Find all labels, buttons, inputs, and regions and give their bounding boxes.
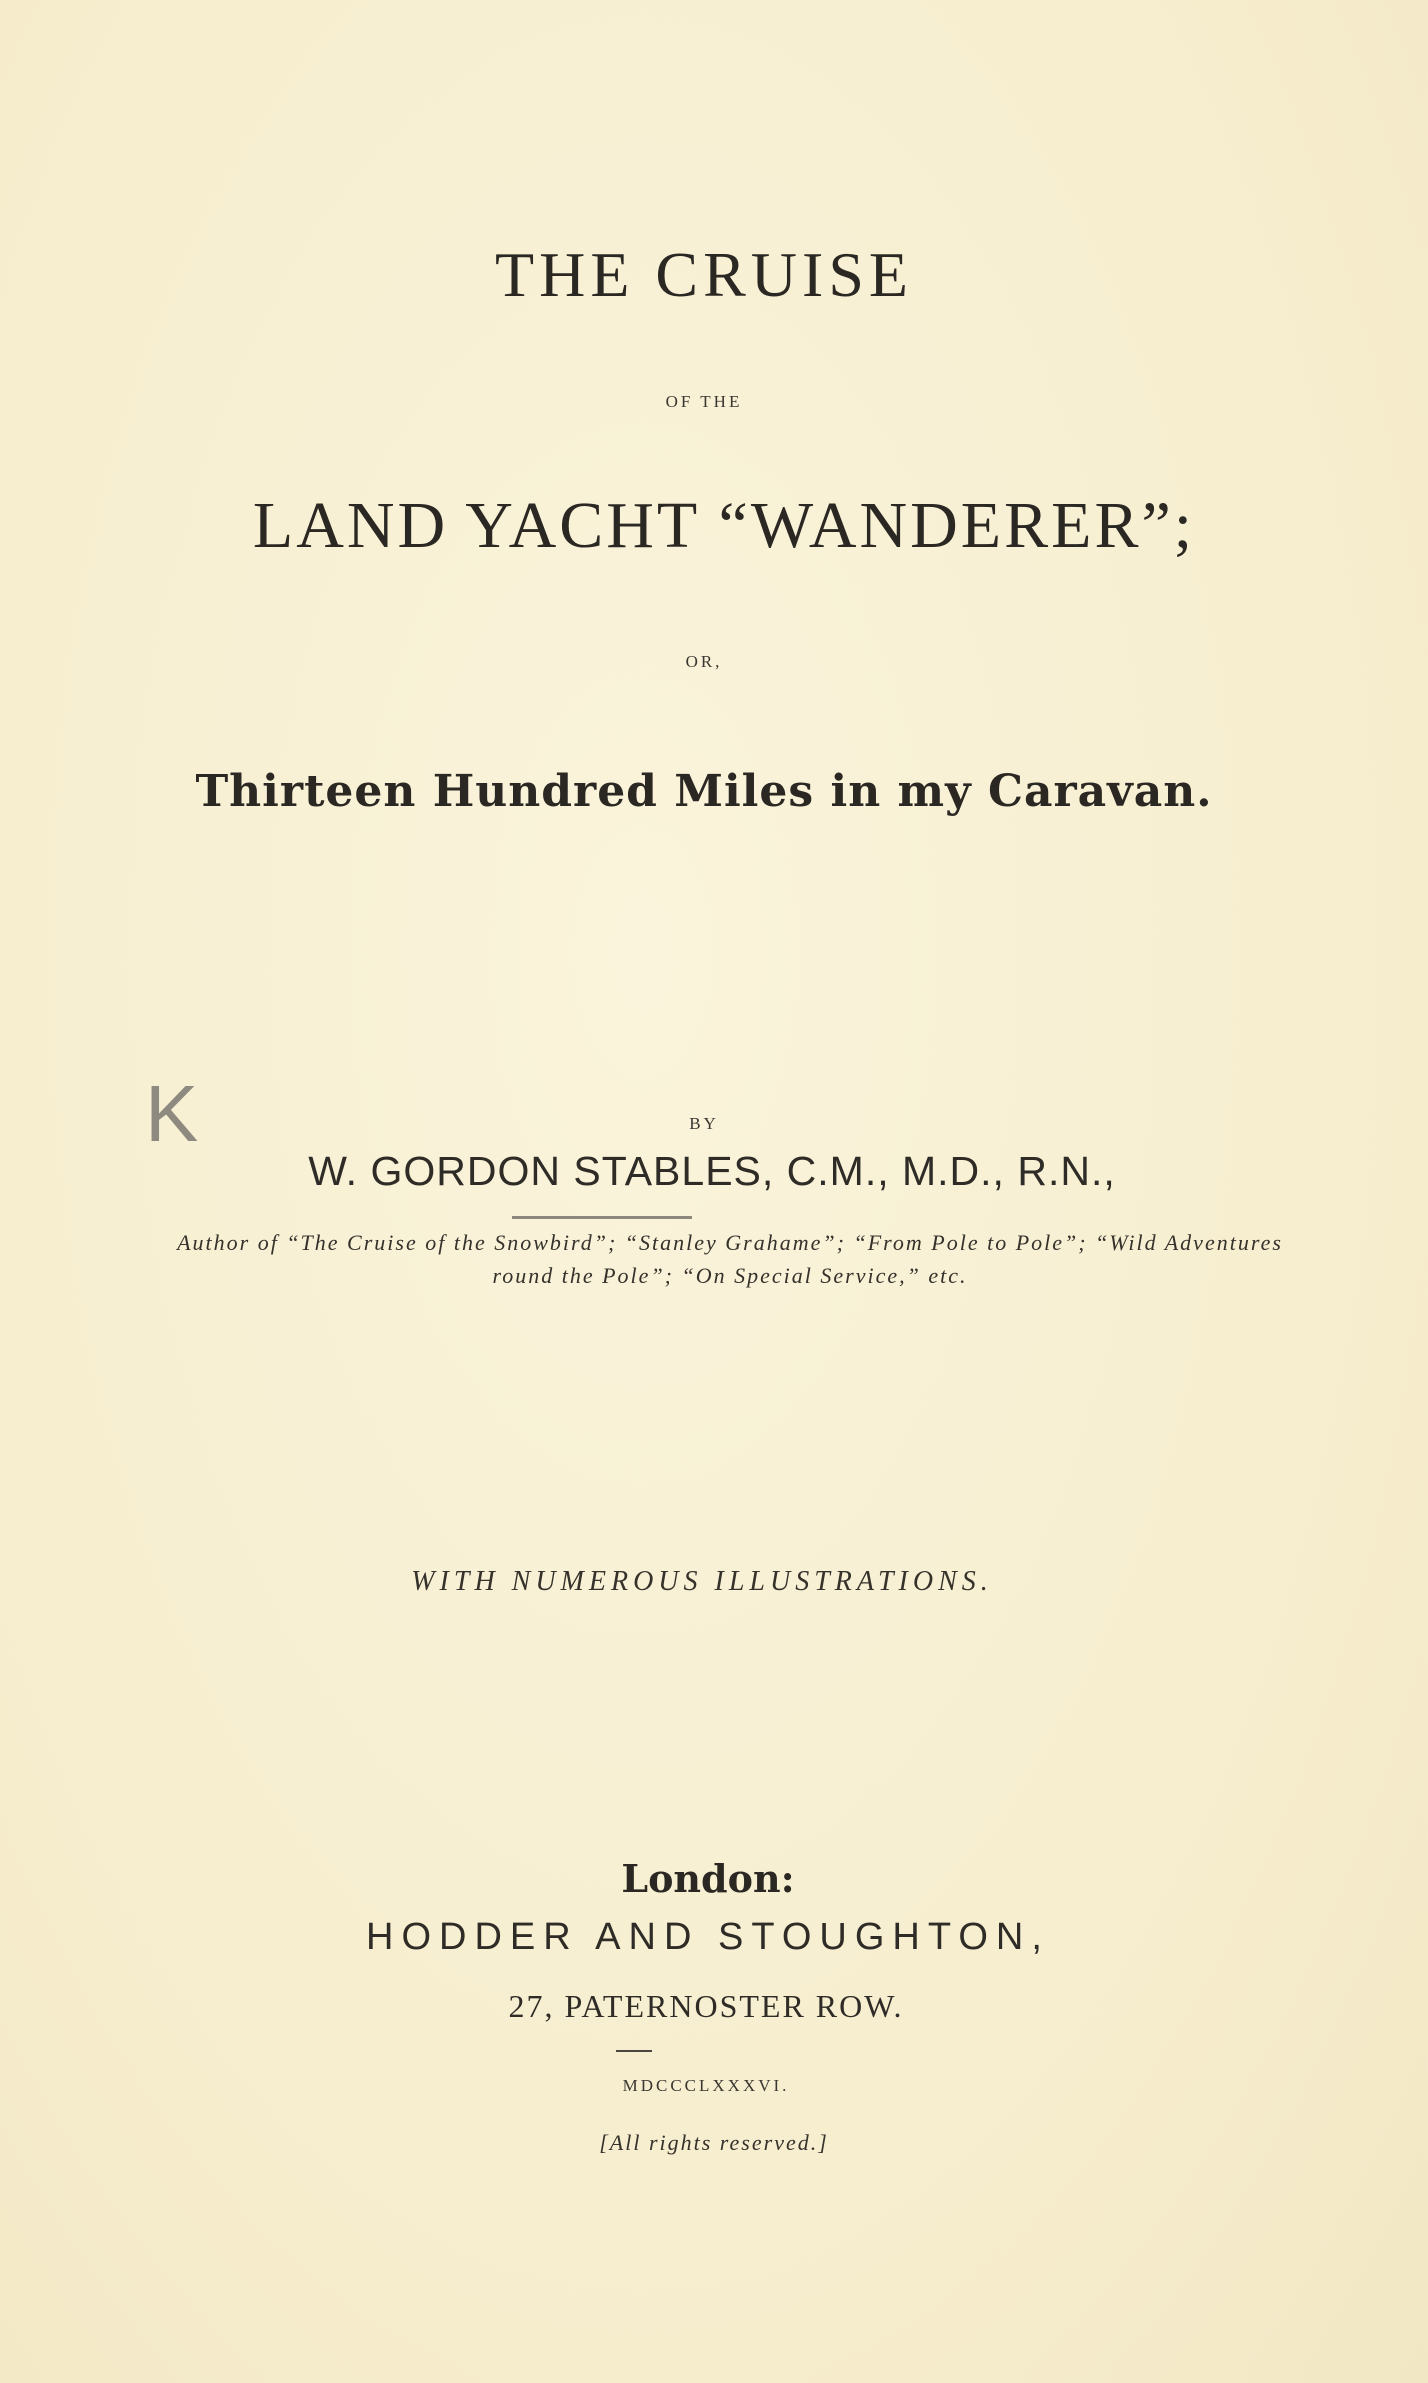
author-credits: Author of “The Cruise of the Snowbird”; “Stanley Grahame”; “From Pole to Pole”; “Wild Adventures round the Pole”; “On Special Service,” etc. — [177, 1230, 1283, 1288]
rights-notice: [All rights reserved.] — [599, 2130, 829, 2155]
illustrations-note: WITH NUMEROUS ILLUSTRATIONS. — [411, 1566, 993, 1597]
author-rule — [512, 1216, 692, 1219]
subtitle: Thirteen Hundred Miles in my Caravan. — [195, 766, 1213, 817]
of-the-text: OF THE — [665, 392, 743, 411]
author-name: W. GORDON STABLES, C.M., M.D., R.N., — [308, 1148, 1116, 1194]
by-text: BY — [689, 1114, 719, 1133]
title-line-2: LAND YACHT “WANDERER”; — [252, 489, 1196, 562]
publisher-city: London: — [621, 1856, 795, 1901]
or-text: OR, — [685, 652, 723, 671]
marginal-k-mark: K — [145, 1069, 199, 1158]
publisher-name: HODDER AND STOUGHTON, — [366, 1916, 1050, 1958]
publication-year: MDCCCLXXXVI. — [622, 2076, 790, 2095]
title-line-1: THE CRUISE — [495, 239, 913, 310]
address-rule — [616, 2050, 652, 2052]
publisher-address: 27, PATERNOSTER ROW. — [508, 1988, 904, 2024]
